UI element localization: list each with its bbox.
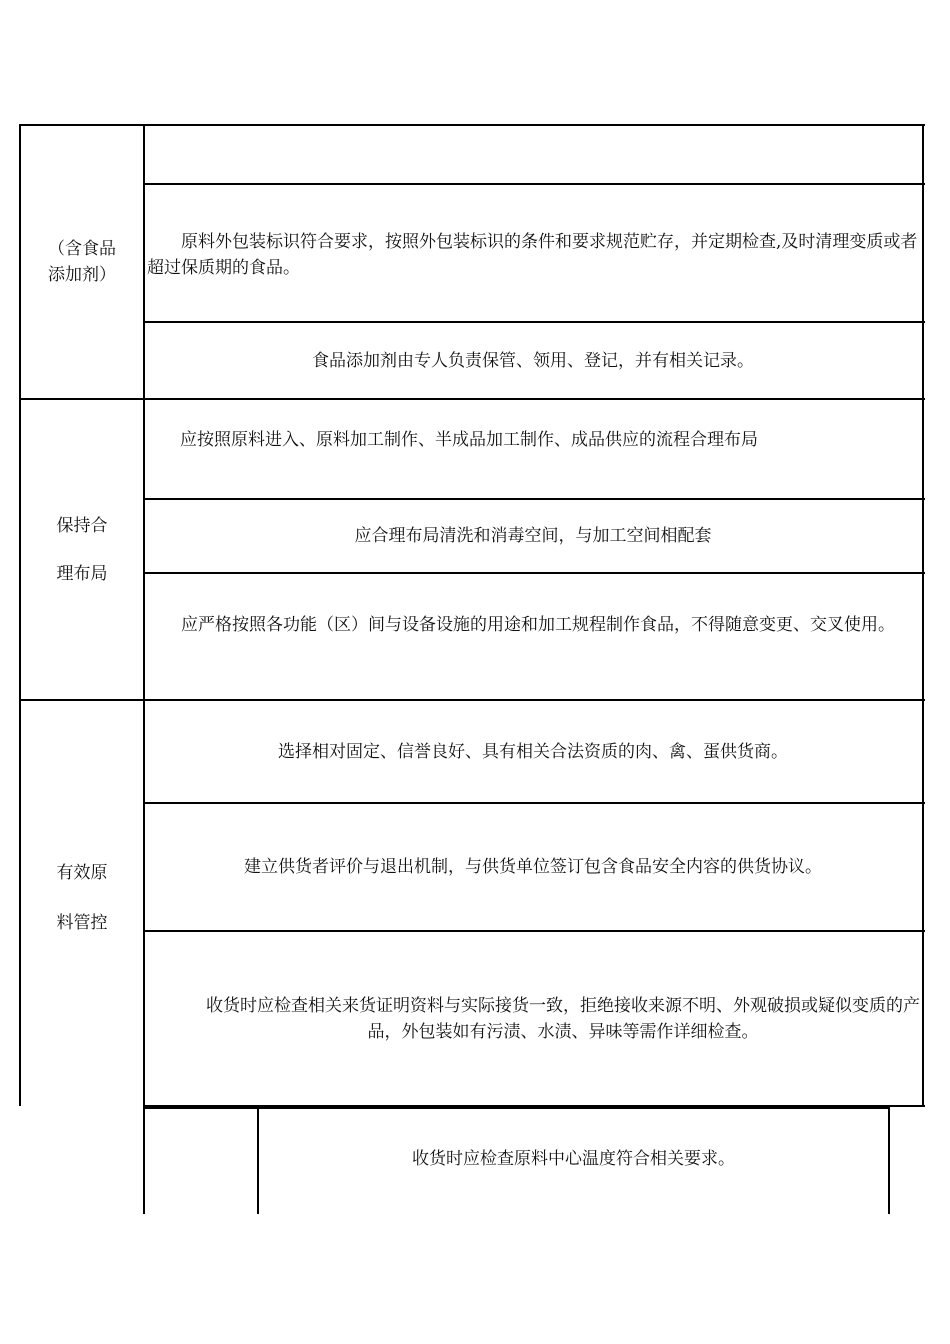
row-text: 收货时应检查原料中心温度符合相关要求。: [412, 1148, 735, 1169]
table-row: [259, 1109, 888, 1214]
section-label-line: 保持合: [56, 515, 108, 536]
table-right-border: [922, 124, 924, 1107]
continuation-right-border: [888, 1107, 890, 1214]
section-label: [21, 400, 143, 699]
row-text: 应严格按照各功能（区）间与设备设施的用途和加工规程制作食品，不得随意变更、交叉使用。: [181, 615, 895, 635]
section-label-line: 理布局: [56, 563, 108, 584]
section-label: [21, 126, 143, 398]
table-row: [145, 701, 921, 802]
section-label-line: 有效原: [56, 863, 108, 883]
table-row: [145, 323, 921, 398]
row-text: 建立供货者评价与退出机制，与供货单位签订包含食品安全内容的供货协议。: [244, 857, 822, 877]
row-text: 食品添加剂由专人负责保管、领用、登记，并有相关记录。: [312, 350, 754, 371]
row-text: 原料外包装标识符合要求，按照外包装标识的条件和要求规范贮存，并定期检查,及时清理变质或者超过保质期的食品。: [147, 232, 918, 278]
row-text: 收货时应检查相关来货证明资料与实际接货一致，拒绝接收来源不明、外观破损或疑似变质的产品，外包装如有污渍、水渍、异味等需作详细检查。: [206, 995, 920, 1042]
table-row: [145, 804, 921, 930]
table-row: [145, 400, 921, 498]
table-row: [145, 932, 921, 1105]
row-text: 选择相对固定、信誉良好、具有相关合法资质的肉、禽、蛋供货商。: [278, 741, 788, 762]
row-text: 应按照原料进入、原料加工制作、半成品加工制作、成品供应的流程合理布局: [180, 430, 758, 450]
continuation-label-cell: [145, 1109, 257, 1214]
table-row: [145, 500, 921, 572]
table-row-empty: [145, 126, 925, 183]
table-row: [145, 185, 921, 321]
section-label-line: （含食品: [48, 239, 116, 259]
section-label: [21, 701, 143, 1105]
section-label-line: 料管控: [56, 913, 108, 933]
section-label-line: 添加剂）: [48, 265, 116, 285]
table-row: [145, 574, 921, 699]
row-text: 应合理布局清洗和消毒空间，与加工空间相配套: [354, 526, 712, 546]
